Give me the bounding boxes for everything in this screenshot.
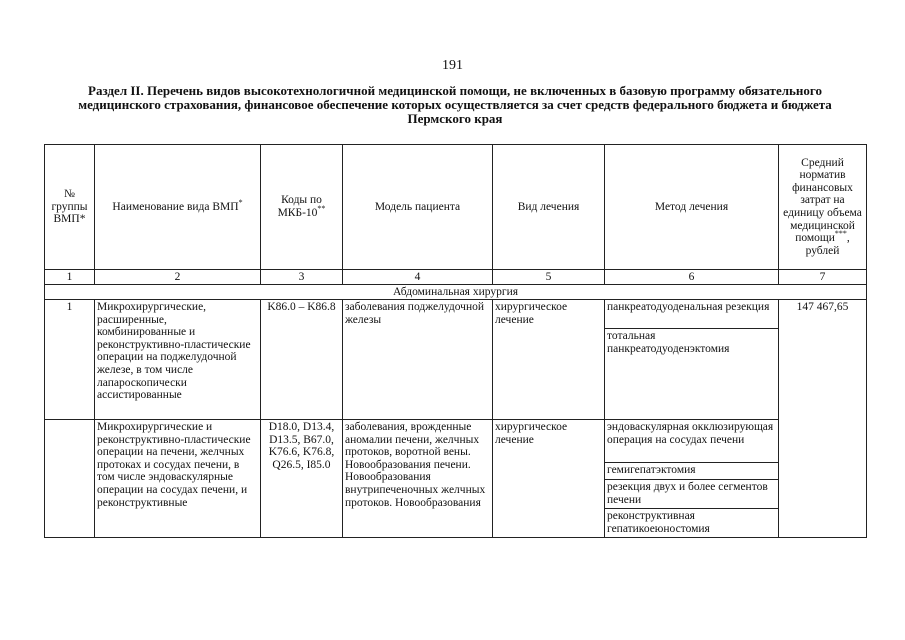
treatment-method-cell: гемигепатэктомия xyxy=(605,463,779,480)
column-number-row xyxy=(45,270,867,285)
section-heading: Абдоминальная хирургия xyxy=(45,285,867,300)
treatment-method-cell: резекция двух и более сегментов печени xyxy=(605,480,779,509)
group-number-cell xyxy=(45,420,95,538)
table-row xyxy=(45,300,867,329)
header-treatment-method: Метод лечения xyxy=(605,145,779,270)
treatment-type-cell: хирургическое лечение xyxy=(493,420,605,538)
header-group-no: № группы ВМП* xyxy=(45,145,95,270)
mkb-codes-cell: K86.0 – K86.8 xyxy=(261,300,343,420)
column-number: 3 xyxy=(261,270,343,285)
header-vmp-name: Наименование вида ВМП* xyxy=(95,145,261,270)
treatment-method-cell: эндоваскулярная окклюзирующая операция на сосудах печени xyxy=(605,420,779,463)
column-number: 5 xyxy=(493,270,605,285)
mkb-codes-cell: D18.0, D13.4, D13.5, B67.0, K76.6, K76.8, Q26.5, I85.0 xyxy=(261,420,343,538)
section-title: Раздел II. Перечень видов высокотехнологичной медицинской помощи, не включенных в базовую программу обязательного медицинского страхования, финансовое обеспечение которых осуществляется за счет средств федерального бюджета и бюджета Пермского края xyxy=(78,83,832,126)
treatment-method-cell: панкреатодуоденальная резекция xyxy=(605,300,779,329)
patient-model-cell: заболевания, врожденные аномалии печени, желчных протоков, воротной вены. Новообразования печени. Новообразования внутрипеченочных желчных протоков. Новообразования xyxy=(343,420,493,538)
treatment-method-cell: реконструктивная гепатикоеюностомия xyxy=(605,509,779,538)
header-treatment-type: Вид лечения xyxy=(493,145,605,270)
column-number: 2 xyxy=(95,270,261,285)
table-header-row xyxy=(45,145,867,270)
cost-cell: 147 467,65 xyxy=(779,300,867,538)
treatment-method-cell: тотальная панкреатодуоденэктомия xyxy=(605,329,779,420)
header-cost-standard: Средний норматив финансовых затрат на единицу объема медицинской помощи***, рублей xyxy=(779,145,867,270)
header-mkb-codes: Коды по МКБ-10** xyxy=(261,145,343,270)
group-number-cell: 1 xyxy=(45,300,95,420)
vmp-name-cell: Микрохирургические и реконструктивно-пластические операции на печени, желчных протоках и сосудах печени, в том числе эндоваскулярные операции на сосудах печени, и реконструктивные xyxy=(95,420,261,538)
section-row xyxy=(45,285,867,300)
column-number: 4 xyxy=(343,270,493,285)
table-row xyxy=(45,420,867,463)
vmp-name-cell: Микрохирургические, расширенные, комбинированные и реконструктивно-пластические операции на поджелудочной железе, в том числе лапароскопически ассистированные xyxy=(95,300,261,420)
column-number: 1 xyxy=(45,270,95,285)
treatment-type-cell: хирургическое лечение xyxy=(493,300,605,420)
header-patient-model: Модель пациента xyxy=(343,145,493,270)
page-number: 191 xyxy=(442,58,463,73)
vmp-table xyxy=(44,144,867,538)
column-number: 7 xyxy=(779,270,867,285)
column-number: 6 xyxy=(605,270,779,285)
patient-model-cell: заболевания поджелудочной железы xyxy=(343,300,493,420)
